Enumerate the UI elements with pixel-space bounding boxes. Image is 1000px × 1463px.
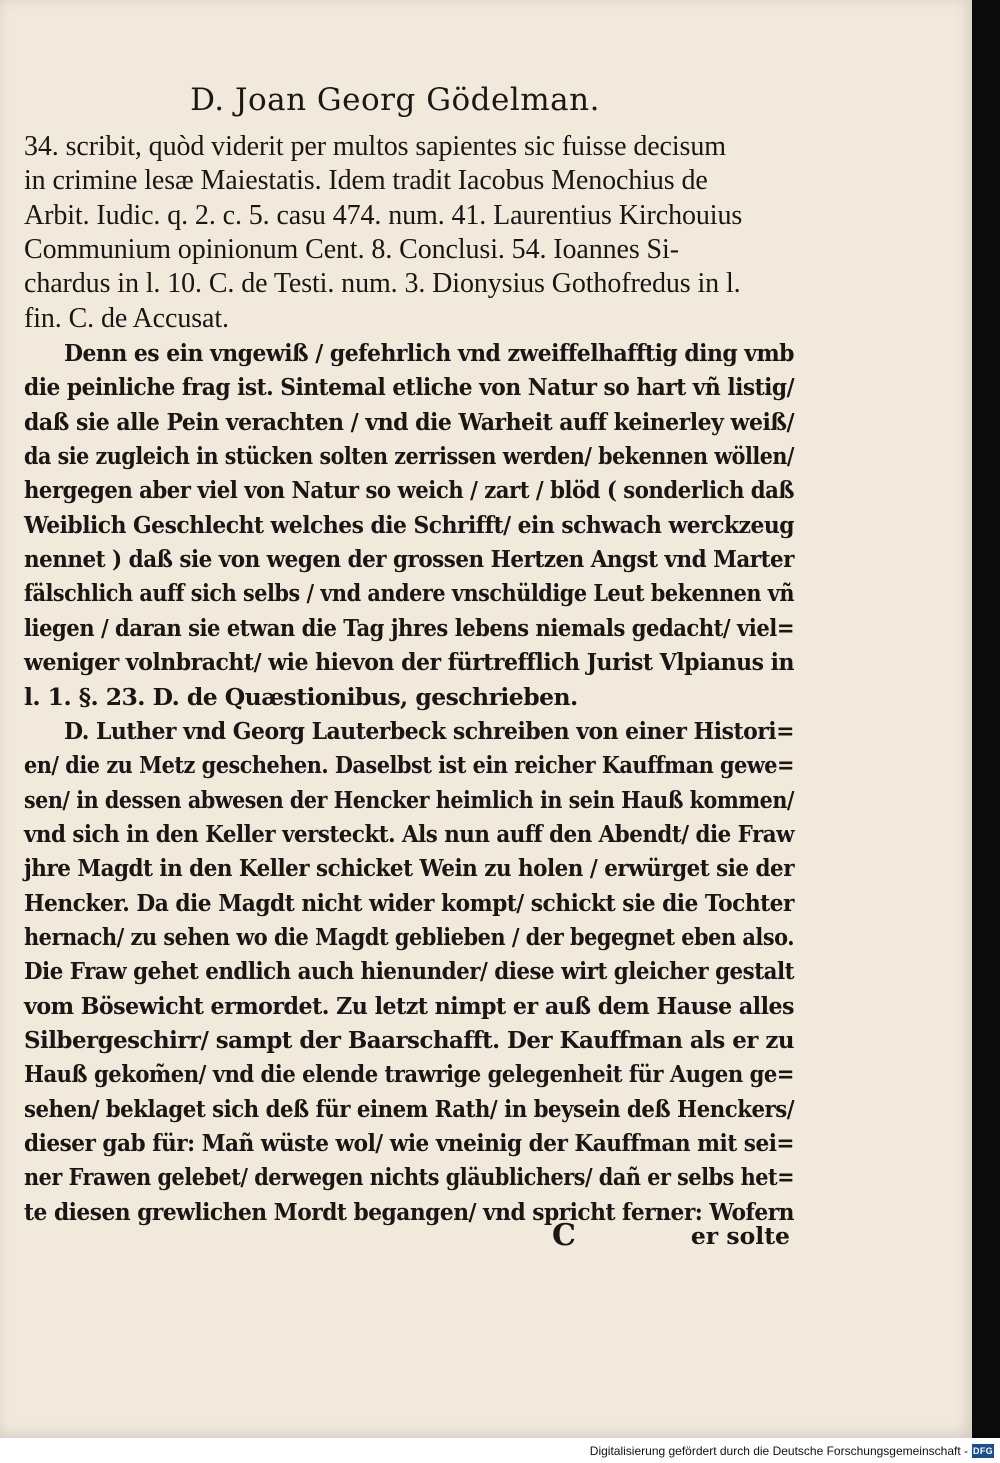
text-line: ner Frawen gelebet/ derwegen nichts gläublichers/ dañ er selbs het= <box>24 1163 795 1192</box>
text-line: daß sie alle Pein verachten / vnd die Warheit auff keinerley weiß/ <box>24 407 795 436</box>
text-line: Denn es ein vngewiß / gefehrlich vnd zweiffelhafftig ding vmb <box>64 339 794 368</box>
text-line: liegen / daran sie etwan die Tag jhres lebens niemals gedacht/ viel= <box>24 613 795 642</box>
text-line: Hauß gekom̃en/ vnd die elende trawrige gelegenheit für Augen ge= <box>24 1060 795 1089</box>
text-line: sehen/ beklaget sich deß für einem Rath/ in beysein deß Henckers/ <box>24 1094 795 1123</box>
text-line: Hencker. Da die Magdt nicht wider kompt/ schickt sie die Tochter <box>24 888 794 917</box>
text-line: en/ die zu Metz geschehen. Daselbst ist ein reicher Kauffman gewe= <box>24 751 795 780</box>
text-line: sen/ in dessen abwesen der Hencker heimlich in sein Hauß kommen/ <box>24 785 794 814</box>
text-line: 34. scribit, quòd viderit per multos sapientes sic fuisse decisum <box>24 131 726 162</box>
text-line: fin. C. de Accusat. <box>24 302 229 334</box>
text-line: die peinliche frag ist. Sintemal etliche von Natur so hart vñ listig/ <box>24 373 795 402</box>
text-line: l. 1. §. 23. D. de Quæstionibus, geschrieben. <box>24 682 578 711</box>
text-line: jhre Magdt in den Keller schicket Wein zu holen / erwürget sie der <box>24 854 795 883</box>
text-line: Arbit. Iudic. q. 2. c. 5. casu 474. num. 41. Laurentius Kirchouius <box>24 199 743 231</box>
dfg-logo-icon: DFG <box>973 1446 993 1456</box>
text-line: Silbergeschirr/ sampt der Baarschafft. Der Kauffman als er zu <box>24 1025 794 1054</box>
text-line: hergegen aber viel von Natur so weich / zart / blöd ( sonderlich daß <box>24 476 794 505</box>
text-line: vnd sich in den Keller versteckt. Als nun auff den Abendt/ die Fraw <box>24 819 794 848</box>
text-line: fälschlich auff sich selbs / vnd andere vnschüldige Leut bekennen vñ <box>24 579 795 608</box>
text-line: hernach/ zu sehen wo die Magdt geblieben / der begegnet eben also. <box>24 922 794 951</box>
text-line: da sie zugleich in stücken solten zerrissen werden/ bekennen wöllen/ <box>24 442 795 471</box>
digitization-credit: Digitalisierung gefördert durch die Deutsche Forschungsgemeinschaft - <box>589 1444 968 1458</box>
text-line: Die Fraw gehet endlich auch hienunder/ diese wirt gleicher gestalt <box>24 957 794 986</box>
text-line: te diesen grewlichen Mordt begangen/ vnd spricht ferner: Wofern <box>24 1197 794 1226</box>
text-line: in crimine lesæ Maiestatis. Idem tradit Iacobus Menochius de <box>24 165 708 197</box>
body-text <box>24 130 794 1229</box>
text-line: weniger volnbracht/ wie hievon der fürtrefflich Jurist Vlpianus in <box>24 648 794 677</box>
latin-paragraph <box>24 130 794 336</box>
running-title: D. Joan Georg Gödelman. <box>190 82 600 118</box>
text-line: chardus in l. 10. C. de Testi. num. 3. Dionysius Gothofredus in l. <box>24 268 741 300</box>
german-paragraphs <box>24 336 794 1229</box>
text-line: dieser gab für: Mañ wüste wol/ wie vneinig der Kauffman mit sei= <box>24 1128 795 1157</box>
credit-bar <box>0 1438 1000 1463</box>
text-line: Communium opinionum Cent. 8. Conclusi. 54. Ioannes Si- <box>24 234 679 266</box>
text-line: vom Bösewicht ermordet. Zu letzt nimpt er auß dem Hause alles <box>24 991 794 1020</box>
text-line: D. Luther vnd Georg Lauterbeck schreiben von einer Histori= <box>64 716 794 745</box>
text-line: Weiblich Geschlecht welches die Schrifft/ ein schwach werckzeug <box>24 510 795 539</box>
catchword: er solte <box>690 1222 790 1250</box>
page-footer <box>24 1218 794 1254</box>
signature-mark: C <box>552 1218 576 1253</box>
text-line: nennet ) daß sie von wegen der grossen Hertzen Angst vnd Marter <box>24 545 794 574</box>
